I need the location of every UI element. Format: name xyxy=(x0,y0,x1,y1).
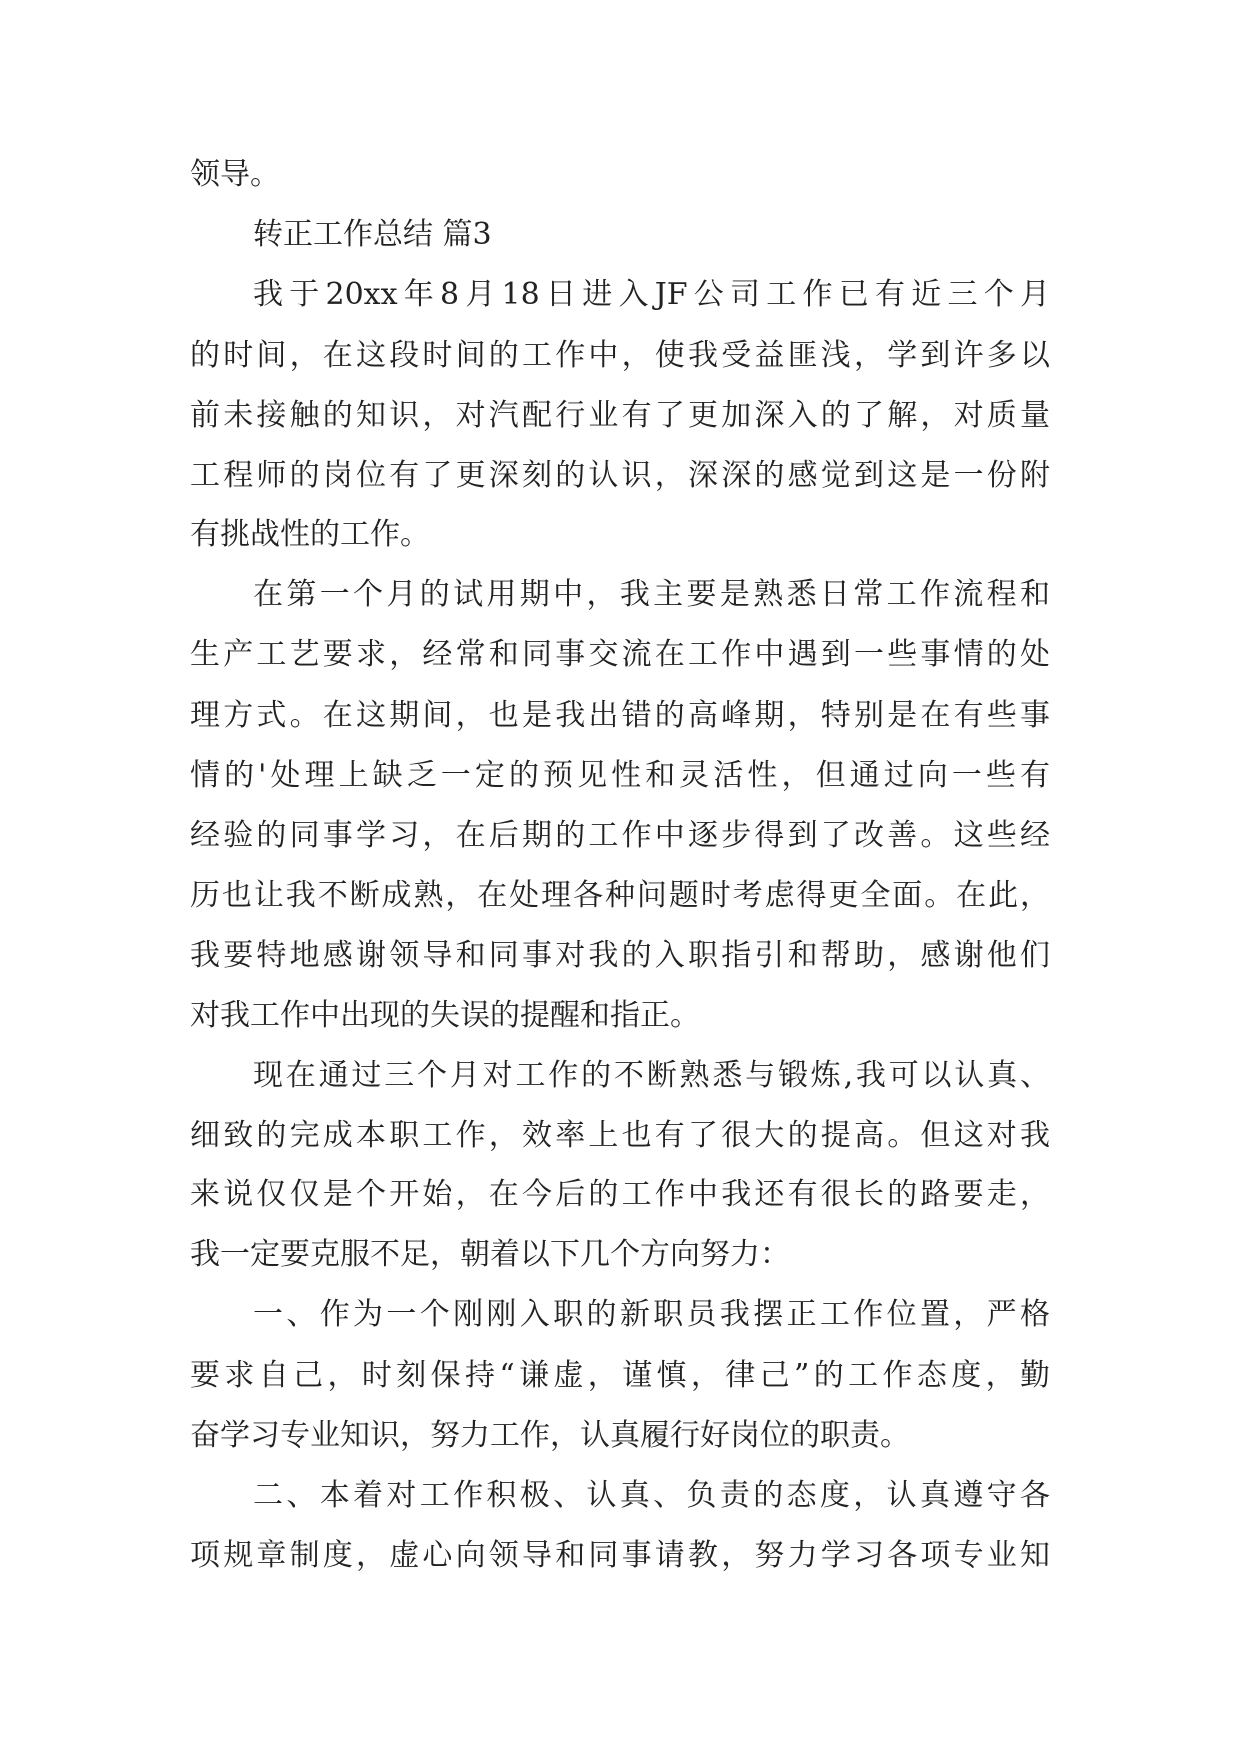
text-line: 我要特地感谢领导和同事对我的入职指引和帮助，感谢他们 xyxy=(190,938,1050,973)
text-line: 的时间，在这段时间的工作中，使我受益匪浅，学到许多以 xyxy=(190,338,1050,373)
text-line: 领导。 xyxy=(190,157,280,192)
text-line: 要求自己，时刻保持“谦虚，谨慎，律己”的工作态度，勤 xyxy=(190,1358,1050,1393)
text-line: 一、作为一个刚刚入职的新职员我摆正工作位置，严格 xyxy=(253,1297,1050,1332)
text-line: 来说仅仅是个开始，在今后的工作中我还有很长的路要走， xyxy=(190,1177,1050,1212)
text-line: 我一定要克服不足，朝着以下几个方向努力： xyxy=(190,1237,790,1272)
text-line: 有挑战性的工作。 xyxy=(190,517,430,552)
text-line: 历也让我不断成熟，在处理各种问题时考虑得更全面。在此， xyxy=(190,878,1050,913)
text-line: 经验的同事学习，在后期的工作中逐步得到了改善。这些经 xyxy=(190,818,1050,853)
text-line: 在第一个月的试用期中，我主要是熟悉日常工作流程和 xyxy=(253,577,1050,612)
text-line: 奋学习专业知识，努力工作，认真履行好岗位的职责。 xyxy=(190,1418,910,1453)
text-line: 现在通过三个月对工作的不断熟悉与锻炼,我可以认真、 xyxy=(253,1058,1050,1093)
text-line: 工程师的岗位有了更深刻的认识，深深的感觉到这是一份附 xyxy=(190,458,1050,493)
text-line: 我于20xx年8月18日进入JF公司工作已有近三个月 xyxy=(253,277,1050,312)
text-line: 项规章制度，虚心向领导和同事请教，努力学习各项专业知 xyxy=(190,1538,1050,1573)
text-line: 生产工艺要求，经常和同事交流在工作中遇到一些事情的处 xyxy=(190,637,1050,672)
text-line: 情的'处理上缺乏一定的预见性和灵活性，但通过向一些有 xyxy=(190,758,1050,793)
text-line: 对我工作中出现的失误的提醒和指正。 xyxy=(190,998,700,1033)
text-line: 前未接触的知识，对汽配行业有了更加深入的了解，对质量 xyxy=(190,398,1050,433)
section-heading: 转正工作总结 篇3 xyxy=(253,217,492,252)
text-line: 细致的完成本职工作，效率上也有了很大的提高。但这对我 xyxy=(190,1118,1050,1153)
text-line: 理方式。在这期间，也是我出错的高峰期，特别是在有些事 xyxy=(190,698,1050,733)
text-line: 二、本着对工作积极、认真、负责的态度，认真遵守各 xyxy=(253,1478,1050,1513)
